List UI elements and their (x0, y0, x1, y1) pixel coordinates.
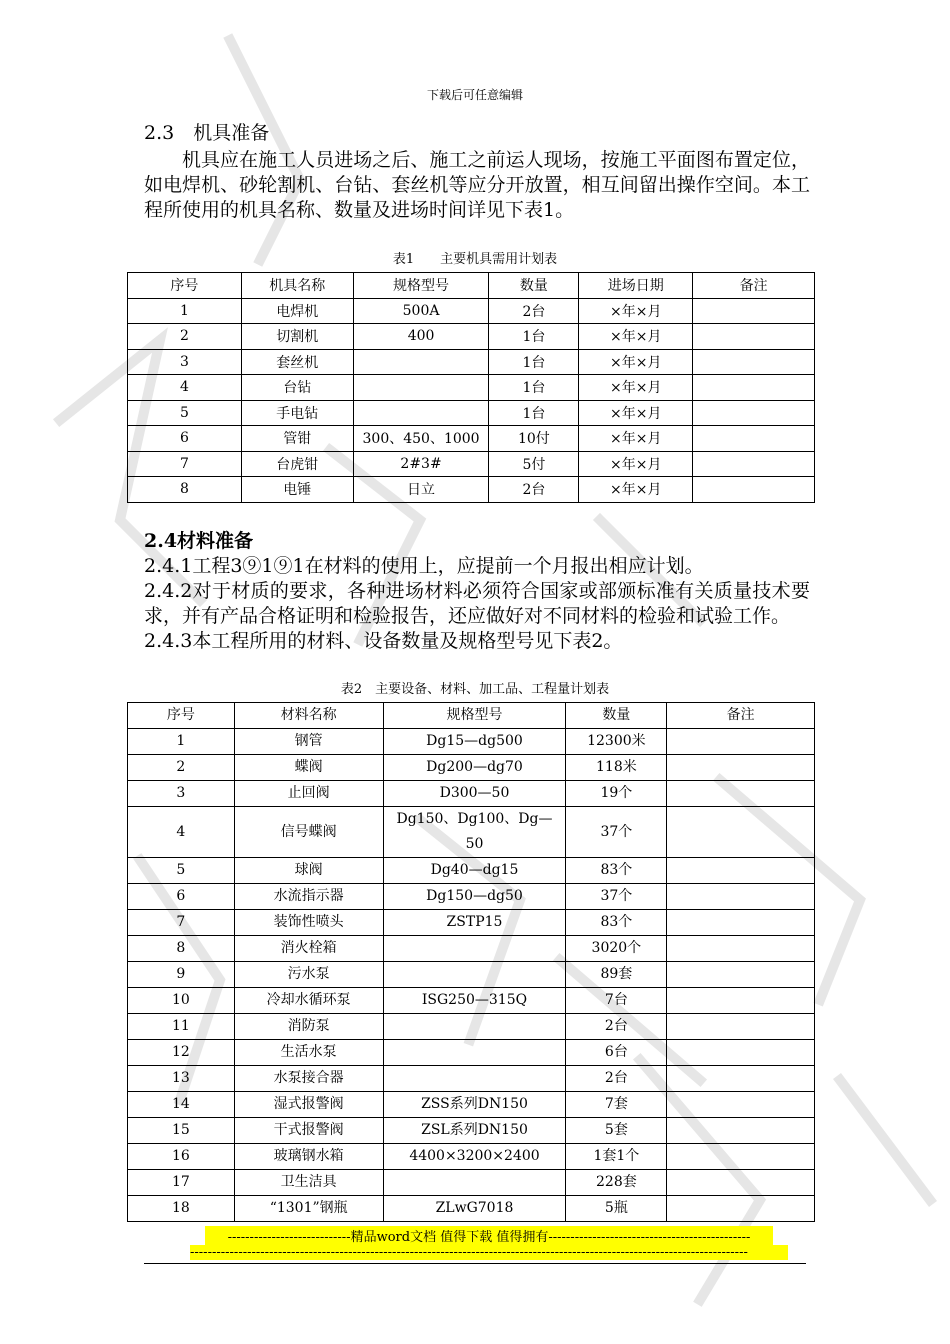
cell: 1台 (489, 324, 579, 350)
cell: 2 (128, 755, 235, 781)
table-header-row (128, 703, 815, 729)
cell: ×年×月 (579, 451, 693, 477)
cell: 3 (128, 781, 235, 807)
cell: D300—50 (383, 781, 566, 807)
cell: “1301”钢瓶 (234, 1196, 383, 1222)
cell: 37个 (566, 884, 667, 910)
cell: 19个 (566, 781, 667, 807)
cell: 3020个 (566, 936, 667, 962)
cell (693, 451, 815, 477)
header-cell: 进场日期 (579, 273, 693, 299)
cell: ZLwG7018 (383, 1196, 566, 1222)
table-row (128, 910, 815, 936)
table-row (128, 426, 815, 452)
table-row (128, 1170, 815, 1196)
cell (667, 807, 815, 858)
cell: 500A (353, 298, 489, 324)
cell: 信号蝶阀 (234, 807, 383, 858)
table1-caption: 表1 主要机具需用计划表 (392, 252, 558, 267)
cell: Dg150—dg50 (383, 884, 566, 910)
footer-rule (144, 1263, 806, 1264)
cell: 4 (128, 807, 235, 858)
header-cell: 序号 (128, 273, 242, 299)
table-row (128, 1144, 815, 1170)
section-title-2-3: 2.3 机具准备 (144, 122, 270, 144)
table2-caption: 表2 主要设备、材料、加工品、工程量计划表 (340, 682, 610, 697)
section-title-2-4: 2.4材料准备 (144, 530, 254, 552)
cell: 1 (128, 298, 242, 324)
cell (693, 400, 815, 426)
cell: ISG250—315Q (383, 988, 566, 1014)
cell (383, 936, 566, 962)
cell: 污水泵 (234, 962, 383, 988)
cell: 4 (128, 375, 242, 401)
cell: 3 (128, 349, 242, 375)
table-row (128, 477, 815, 503)
cell: 12 (128, 1040, 235, 1066)
cell: 球阀 (234, 858, 383, 884)
cell: 89套 (566, 962, 667, 988)
cell: 7套 (566, 1092, 667, 1118)
section-2-3 (144, 118, 810, 223)
cell: 7台 (566, 988, 667, 1014)
table-row (128, 755, 815, 781)
cell: 日立 (353, 477, 489, 503)
cell: 6台 (566, 1040, 667, 1066)
cell (667, 781, 815, 807)
cell: 10付 (489, 426, 579, 452)
table-row (128, 1196, 815, 1222)
cell: 管钳 (241, 426, 353, 452)
cell: 冷却水循环泵 (234, 988, 383, 1014)
cell: 5付 (489, 451, 579, 477)
section-paragraph-2-3: 机具应在施工人员进场之后、施工之前运人现场，按施工平面图布置定位，如电焊机、砂轮割机、台钻、套丝机等应分开放置，相互间留出操作空间。本工程所使用的机具名称、数量及进场时间详见下表1。 (144, 149, 810, 221)
cell: ZSL系列DN150 (383, 1118, 566, 1144)
cell: 2台 (566, 1066, 667, 1092)
cell: 18 (128, 1196, 235, 1222)
cell (693, 477, 815, 503)
header-cell: 规格型号 (353, 273, 489, 299)
cell (667, 988, 815, 1014)
cell: 干式报警阀 (234, 1118, 383, 1144)
cell: 1台 (489, 375, 579, 401)
cell: 6 (128, 426, 242, 452)
cell: 10 (128, 988, 235, 1014)
cell: ×年×月 (579, 298, 693, 324)
table-row (128, 807, 815, 858)
table-row (128, 298, 815, 324)
cell: 5 (128, 858, 235, 884)
cell (693, 426, 815, 452)
cell: 12300米 (566, 729, 667, 755)
cell: 切割机 (241, 324, 353, 350)
cell: 卫生洁具 (234, 1170, 383, 1196)
cell (693, 375, 815, 401)
cell: 1套1个 (566, 1144, 667, 1170)
cell: 8 (128, 936, 235, 962)
cell: Dg40—dg15 (383, 858, 566, 884)
header-cell: 数量 (566, 703, 667, 729)
cell: ZSTP15 (383, 910, 566, 936)
cell: 6 (128, 884, 235, 910)
cell: 400 (353, 324, 489, 350)
cell: 1 (128, 729, 235, 755)
cell (383, 962, 566, 988)
cell (667, 1170, 815, 1196)
cell (353, 375, 489, 401)
cell (667, 1092, 815, 1118)
cell (667, 755, 815, 781)
cell: ×年×月 (579, 349, 693, 375)
cell: ×年×月 (579, 324, 693, 350)
cell (353, 400, 489, 426)
cell: ×年×月 (579, 477, 693, 503)
footer-banner-line: ----------------------------精品word文档 值得下载 值得拥有---------------------------------------------- (205, 1226, 773, 1245)
table-row (128, 729, 815, 755)
cell (667, 884, 815, 910)
cell: 83个 (566, 910, 667, 936)
cell (383, 1066, 566, 1092)
cell: 止回阀 (234, 781, 383, 807)
cell: 118米 (566, 755, 667, 781)
table-row (128, 988, 815, 1014)
cell: 台钻 (241, 375, 353, 401)
header-cell: 材料名称 (234, 703, 383, 729)
cell: 1台 (489, 400, 579, 426)
cell (353, 349, 489, 375)
cell (693, 349, 815, 375)
cell: Dg15—dg500 (383, 729, 566, 755)
paragraph-2-4-2: 2.4.2对于材质的要求，各种进场材料必须符合国家或部颁标准有关质量技术要求，并有产品合格证明和检验报告，还应做好对不同材料的检验和试验工作。 (144, 580, 810, 627)
cell: ×年×月 (579, 426, 693, 452)
cell: 2台 (489, 298, 579, 324)
cell: 电锤 (241, 477, 353, 503)
cell: 1台 (489, 349, 579, 375)
table-row (128, 1066, 815, 1092)
cell: 13 (128, 1066, 235, 1092)
cell (667, 1014, 815, 1040)
cell: 生活水泵 (234, 1040, 383, 1066)
table-row (128, 375, 815, 401)
table-row (128, 1040, 815, 1066)
cell (667, 910, 815, 936)
cell: 消火栓箱 (234, 936, 383, 962)
cell: 17 (128, 1170, 235, 1196)
header-cell: 备注 (693, 273, 815, 299)
cell: 37个 (566, 807, 667, 858)
table-row (128, 1118, 815, 1144)
table-row (128, 349, 815, 375)
table-row (128, 936, 815, 962)
cell: 手电钻 (241, 400, 353, 426)
table-row (128, 962, 815, 988)
cell: 15 (128, 1118, 235, 1144)
materials-table (127, 702, 815, 1222)
cell: 套丝机 (241, 349, 353, 375)
section-2-4 (144, 528, 810, 654)
cell: Dg150、Dg100、Dg—50 (383, 807, 566, 858)
cell (667, 729, 815, 755)
cell: 16 (128, 1144, 235, 1170)
cell (667, 1040, 815, 1066)
cell: 装饰性喷头 (234, 910, 383, 936)
cell: 2 (128, 324, 242, 350)
footer-dash-line: ------------------------------------------------------------------------------------------------------------------------------- (190, 1245, 788, 1260)
header-cell: 备注 (667, 703, 815, 729)
cell (667, 858, 815, 884)
header-cell: 规格型号 (383, 703, 566, 729)
cell: 228套 (566, 1170, 667, 1196)
cell: 5套 (566, 1118, 667, 1144)
paragraph-2-4-1: 2.4.1工程3⑨1⑨1在材料的使用上，应提前一个月报出相应计划。 (144, 555, 704, 577)
cell: ZSS系列DN150 (383, 1092, 566, 1118)
cell (383, 1014, 566, 1040)
header-cell: 序号 (128, 703, 235, 729)
cell: 9 (128, 962, 235, 988)
cell (667, 1196, 815, 1222)
cell: 湿式报警阀 (234, 1092, 383, 1118)
cell (667, 1066, 815, 1092)
page-header: 下载后可任意编辑 (426, 88, 523, 102)
cell: 电焊机 (241, 298, 353, 324)
cell: 玻璃钢水箱 (234, 1144, 383, 1170)
cell: 蝶阀 (234, 755, 383, 781)
header-cell: 数量 (489, 273, 579, 299)
cell: ×年×月 (579, 375, 693, 401)
table-row (128, 884, 815, 910)
cell: 5 (128, 400, 242, 426)
cell: ×年×月 (579, 400, 693, 426)
cell: 2#3# (353, 451, 489, 477)
table-row (128, 1014, 815, 1040)
cell: 14 (128, 1092, 235, 1118)
cell (667, 936, 815, 962)
cell: 水泵接合器 (234, 1066, 383, 1092)
table-header-row (128, 273, 815, 299)
cell: 2台 (489, 477, 579, 503)
table-row (128, 400, 815, 426)
cell: 83个 (566, 858, 667, 884)
table-row (128, 324, 815, 350)
cell (383, 1170, 566, 1196)
cell: 11 (128, 1014, 235, 1040)
paragraph-2-4-3: 2.4.3本工程所用的材料、设备数量及规格型号见下表2。 (144, 630, 623, 652)
table-row (128, 781, 815, 807)
cell: 消防泵 (234, 1014, 383, 1040)
cell: 水流指示器 (234, 884, 383, 910)
cell (667, 1144, 815, 1170)
cell: 台虎钳 (241, 451, 353, 477)
header-cell: 机具名称 (241, 273, 353, 299)
cell (693, 298, 815, 324)
cell (693, 324, 815, 350)
cell: 300、450、1000 (353, 426, 489, 452)
cell: 2台 (566, 1014, 667, 1040)
table-row (128, 1092, 815, 1118)
cell (667, 1118, 815, 1144)
cell: 7 (128, 910, 235, 936)
table-row (128, 451, 815, 477)
table-row (128, 858, 815, 884)
cell: 4400×3200×2400 (383, 1144, 566, 1170)
cell: 8 (128, 477, 242, 503)
cell (383, 1040, 566, 1066)
cell (667, 962, 815, 988)
equipment-table (127, 272, 815, 503)
cell: 钢管 (234, 729, 383, 755)
cell: 7 (128, 451, 242, 477)
cell: Dg200—dg70 (383, 755, 566, 781)
cell: 5瓶 (566, 1196, 667, 1222)
